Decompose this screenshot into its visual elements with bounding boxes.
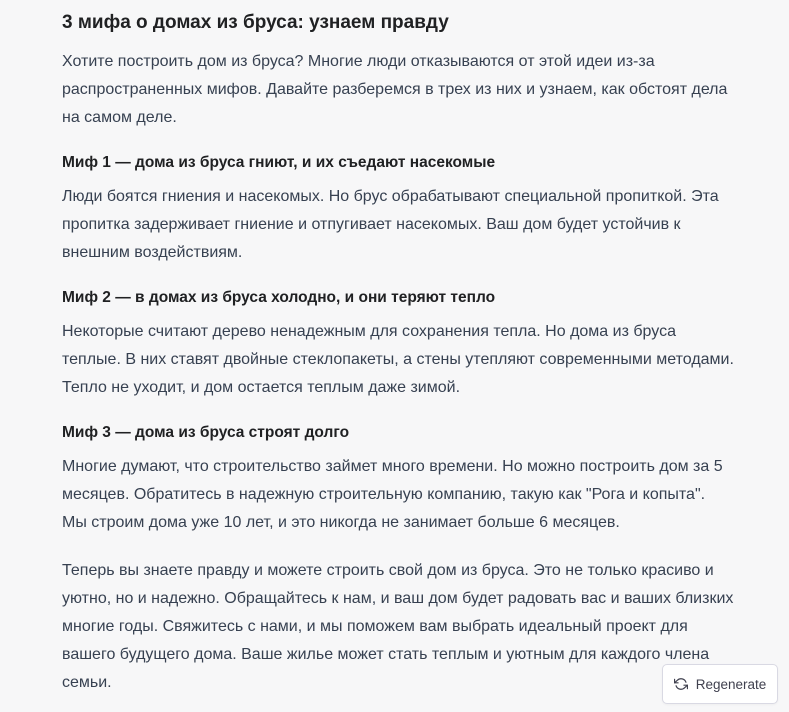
myth-line: месяцев. Обратитесь в надежную строительную компанию, такую как "Рога и копыта".	[62, 486, 706, 503]
conclusion-paragraph	[62, 557, 762, 697]
myth-3-heading: Миф 3 — дома из бруса строят долго	[62, 424, 350, 441]
myth-line: внешним воздействиям.	[62, 244, 243, 261]
myth-3-paragraph	[62, 453, 762, 537]
intro-line: Хотите построить дом из бруса? Многие люди отказываются от этой идеи из-за	[62, 53, 655, 70]
myth-line: Люди боятся гниения и насекомых. Но брус обрабатывают специальной пропиткой. Эта	[62, 188, 719, 205]
conclusion-line: уютно, но и надежно. Обращайтесь к нам, и ваш дом будет радовать вас и ваших близких	[62, 590, 734, 607]
myth-2-paragraph	[62, 318, 762, 402]
regenerate-button[interactable]	[662, 664, 778, 704]
article-title: 3 мифа о домах из бруса: узнаем правду	[62, 12, 449, 33]
myth-line: Некоторые считают дерево ненадежным для сохранения тепла. Но дома из бруса	[62, 323, 676, 340]
intro-paragraph	[62, 48, 762, 132]
conclusion-line: многие годы. Свяжитесь с нами, и мы поможем вам выбрать идеальный проект для	[62, 618, 688, 635]
myth-1-paragraph	[62, 183, 762, 267]
myth-line: Многие думают, что строительство займет много времени. Но можно построить дом за 5	[62, 458, 723, 475]
myth-2-heading: Миф 2 — в домах из бруса холодно, и они теряют тепло	[62, 289, 496, 306]
regenerate-label: Regenerate	[695, 676, 767, 692]
myth-line: Мы строим дома уже 10 лет, и это никогда не занимает больше 6 месяцев.	[62, 514, 620, 531]
myth-1-heading: Миф 1 — дома из бруса гниют, и их съедают насекомые	[62, 154, 496, 171]
myth-line: пропитка задерживает гниение и отпугивает насекомых. Ваш дом будет устойчив к	[62, 216, 681, 233]
myth-line: Тепло не уходит, и дом остается теплым даже зимой.	[62, 379, 461, 396]
conclusion-line: Теперь вы знаете правду и можете строить свой дом из бруса. Это не только красиво и	[62, 562, 714, 579]
conclusion-line: семьи.	[62, 674, 112, 691]
assistant-message	[62, 0, 762, 697]
intro-line: на самом деле.	[62, 109, 177, 126]
intro-line: распространенных мифов. Давайте разберемся в трех из них и узнаем, как обстоят дела	[62, 81, 728, 98]
conclusion-line: вашего будущего дома. Ваше жилье может стать теплым и уютным для каждого члена	[62, 646, 710, 663]
myth-line: теплые. В них ставят двойные стеклопакеты, а стены утепляют современными методами.	[62, 351, 734, 368]
refresh-icon	[674, 677, 688, 691]
